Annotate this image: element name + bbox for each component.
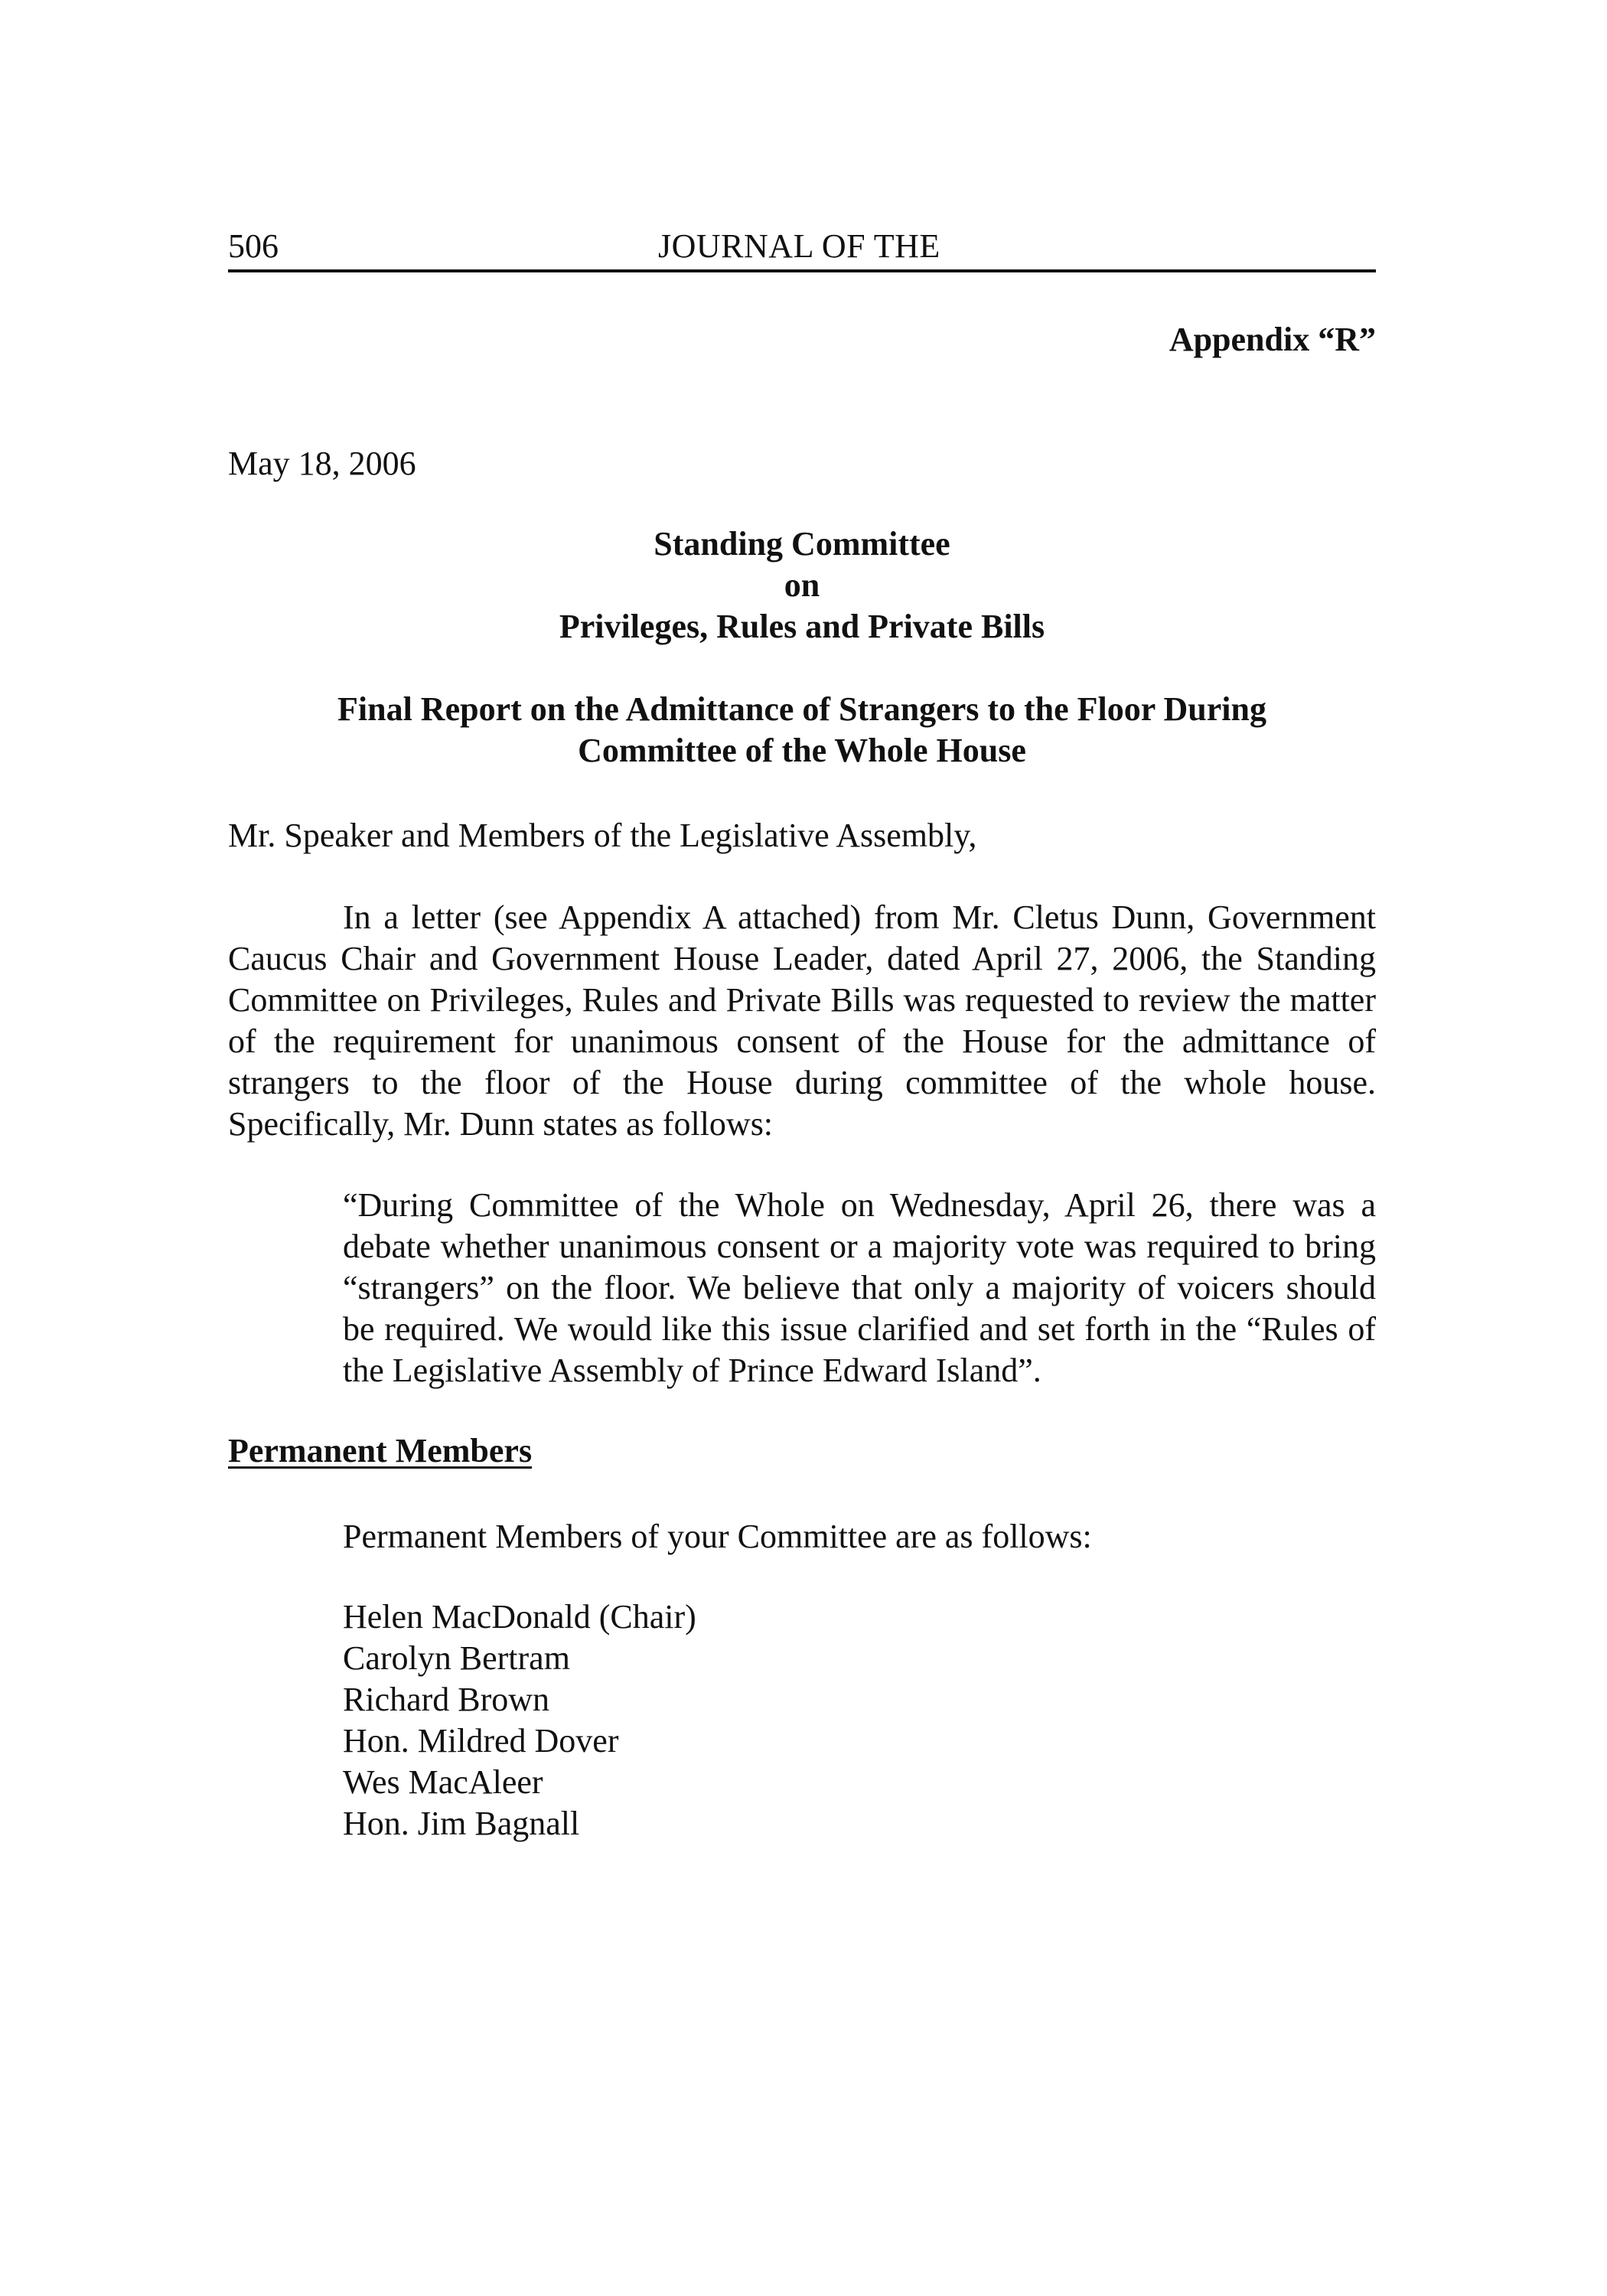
member-list bbox=[343, 1596, 696, 1844]
member-item: Wes MacAleer bbox=[343, 1763, 543, 1801]
report-title bbox=[228, 689, 1376, 771]
member-item: Helen MacDonald (Chair) bbox=[343, 1598, 696, 1636]
journal-title: JOURNAL OF THE bbox=[658, 227, 940, 265]
appendix-label: Appendix “R” bbox=[1169, 321, 1376, 358]
committee-heading bbox=[228, 523, 1376, 647]
member-item: Hon. Jim Bagnall bbox=[343, 1805, 580, 1842]
quoted-passage: “During Committee of the Whole on Wednesday, April 26, there was a debate whether unanimous consent or a majority vote was required to bring “strangers” on the floor. We believe that only a majority of voicers should be required. We would like this issue clarified and set forth in the “Rules of the Legislative Assembly of Prince Edward Island”. bbox=[343, 1186, 1376, 1389]
section-heading-permanent-members: Permanent Members bbox=[228, 1432, 533, 1469]
member-item: Hon. Mildred Dover bbox=[343, 1722, 619, 1760]
committee-heading-line-2: on bbox=[784, 566, 820, 604]
committee-heading-line-1: Standing Committee bbox=[654, 525, 950, 563]
salutation: Mr. Speaker and Members of the Legislative Assembly, bbox=[228, 817, 977, 854]
report-title-line-1: Final Report on the Admittance of Strangers to the Floor During bbox=[337, 690, 1266, 728]
letter-date: May 18, 2006 bbox=[228, 445, 416, 482]
running-header bbox=[228, 227, 1376, 272]
committee-heading-line-3: Privileges, Rules and Private Bills bbox=[559, 608, 1045, 645]
body-paragraph: In a letter (see Appendix A attached) from Mr. Cletus Dunn, Government Caucus Chair and Government House Leader, dated April 27, 2006, the Standing Committee on Privileges, Rules and Private Bills was requested to review the matter of the requirement for unanimous consent of the House for the admittance of strangers to the floor of the House during committee of the whole house. Specifically, Mr. Dunn states as follows: bbox=[228, 899, 1376, 1143]
member-item: Richard Brown bbox=[343, 1681, 550, 1718]
members-intro: Permanent Members of your Committee are as follows: bbox=[343, 1518, 1092, 1555]
report-title-line-2: Committee of the Whole House bbox=[578, 732, 1026, 769]
member-item: Carolyn Bertram bbox=[343, 1639, 570, 1677]
page-number: 506 bbox=[228, 227, 279, 265]
